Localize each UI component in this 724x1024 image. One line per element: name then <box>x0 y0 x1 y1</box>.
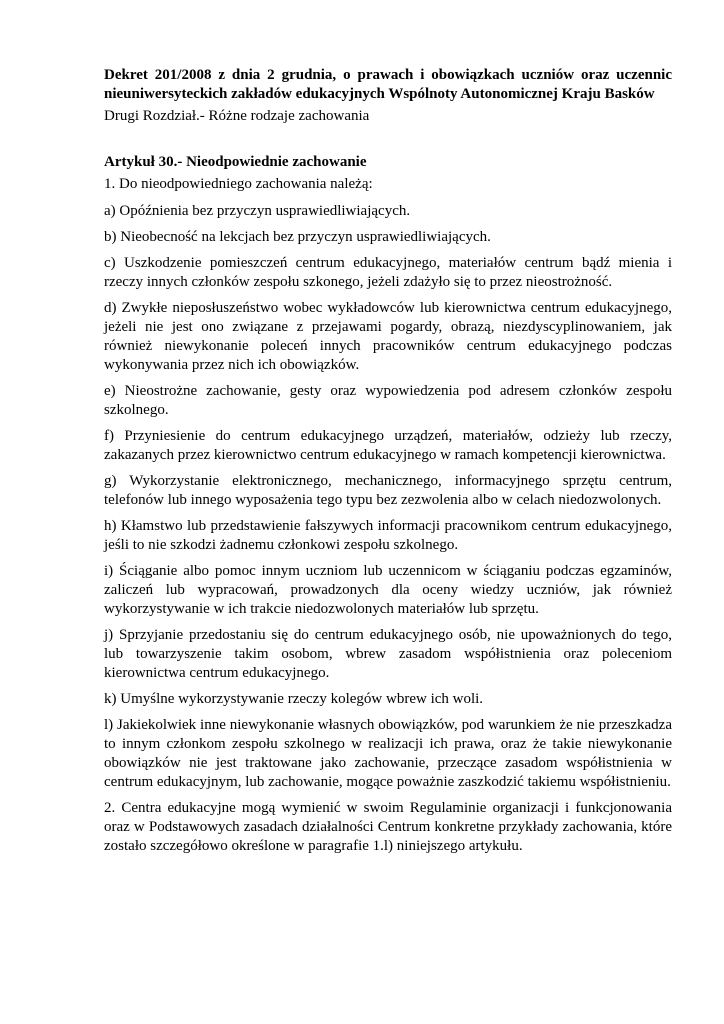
list-item-j: j) Sprzyjanie przedostaniu się do centrum edukacyjnego osób, nie upoważnionych do tego, lub towarzyszenie takim osobom, wbrew zasadom współistnienia oraz poleceniom kierownictwa centrum edukacyjnego. <box>104 627 672 681</box>
list-item-d: d) Zwykłe nieposłuszeństwo wobec wykładowców lub kierownictwa centrum edukacyjnego, jeżeli nie jest ono związane z przejawami pogardy, obrazą, niezdyscyplinowaniem, jak również niewykonanie poleceń innych pracowników centrum edukacyjnego podczas wykonywania przez nich ich obowiązków. <box>104 300 672 373</box>
list-item-a: a) Opóźnienia bez przyczyn usprawiedliwiających. <box>104 203 411 219</box>
list-item-i: i) Ściąganie albo pomoc innym uczniom lub uczennicom w ściąganiu podczas egzaminów, zaliczeń lub wypracowań, prowadzonych dla oceny wiedzy uczniów, jak również wykorzystywanie w ich trakcie niedozwolonych materiałów lub sprzętu. <box>104 563 672 617</box>
article-heading: Artykuł 30.- Nieodpowiednie zachowanie <box>104 154 367 170</box>
closing-paragraph: 2. Centra edukacyjne mogą wymienić w swoim Regulaminie organizacji i funkcjonowania oraz w Podstawowych zasadach działalności Centrum konkretne przykłady zachowania, które zostało szczegółowo określone w paragrafie 1.l) niniejszego artykułu. <box>104 800 672 854</box>
article-intro: 1. Do nieodpowiedniego zachowania należą: <box>104 176 373 192</box>
list-item-b: b) Nieobecność na lekcjach bez przyczyn usprawiedliwiających. <box>104 229 491 245</box>
chapter-subtitle: Drugi Rozdział.- Różne rodzaje zachowania <box>104 108 370 124</box>
list-item-c: c) Uszkodzenie pomieszczeń centrum edukacyjnego, materiałów centrum bądź mienia i rzeczy innych członków zespołu szkonego, jeżeli zdażyło się to przez nieostrożność. <box>104 255 672 290</box>
list-item-g: g) Wykorzystanie elektronicznego, mechanicznego, informacyjnego sprzętu centrum, telefonów lub innego wyposażenia tego typu bez zezwolenia albo w celach niedozwolonych. <box>104 473 672 508</box>
list-item-l: l) Jakiekolwiek inne niewykonanie własnych obowiązków, pod warunkiem że nie przeszkadza to innym członkom zespołu szkolnego w realizacji ich prawa, oraz że takie niewykonanie obowiązków nie jest traktowane jako zachowanie, przeczące zasadom współistnienia w centrum edukacyjnym, lub zachowanie, mogące poważnie zaszkodzić takiemu współistnieniu. <box>104 717 672 790</box>
list-item-k: k) Umyślne wykorzystywanie rzeczy kolegów wbrew ich woli. <box>104 691 484 707</box>
document-title: Dekret 201/2008 z dnia 2 grudnia, o prawach i obowiązkach uczniów oraz uczennic nieuniwersyteckich zakładów edukacyjnych Wspólnoty Autonomicznej Kraju Basków <box>104 67 672 102</box>
list-item-e: e) Nieostrożne zachowanie, gesty oraz wypowiedzenia pod adresem członków zespołu szkolnego. <box>104 383 672 418</box>
list-item-f: f) Przyniesienie do centrum edukacyjnego urządzeń, materiałów, odzieży lub rzeczy, zakazanych przez kierownictwo centrum edukacyjnego w ramach kompetencji kierownictwa. <box>104 428 672 463</box>
document-page <box>104 66 672 863</box>
list-item-h: h) Kłamstwo lub przedstawienie fałszywych informacji pracownikom centrum edukacyjnego, jeśli to nie szkodzi żadnemu członkowi zespołu szkolnego. <box>104 518 672 553</box>
